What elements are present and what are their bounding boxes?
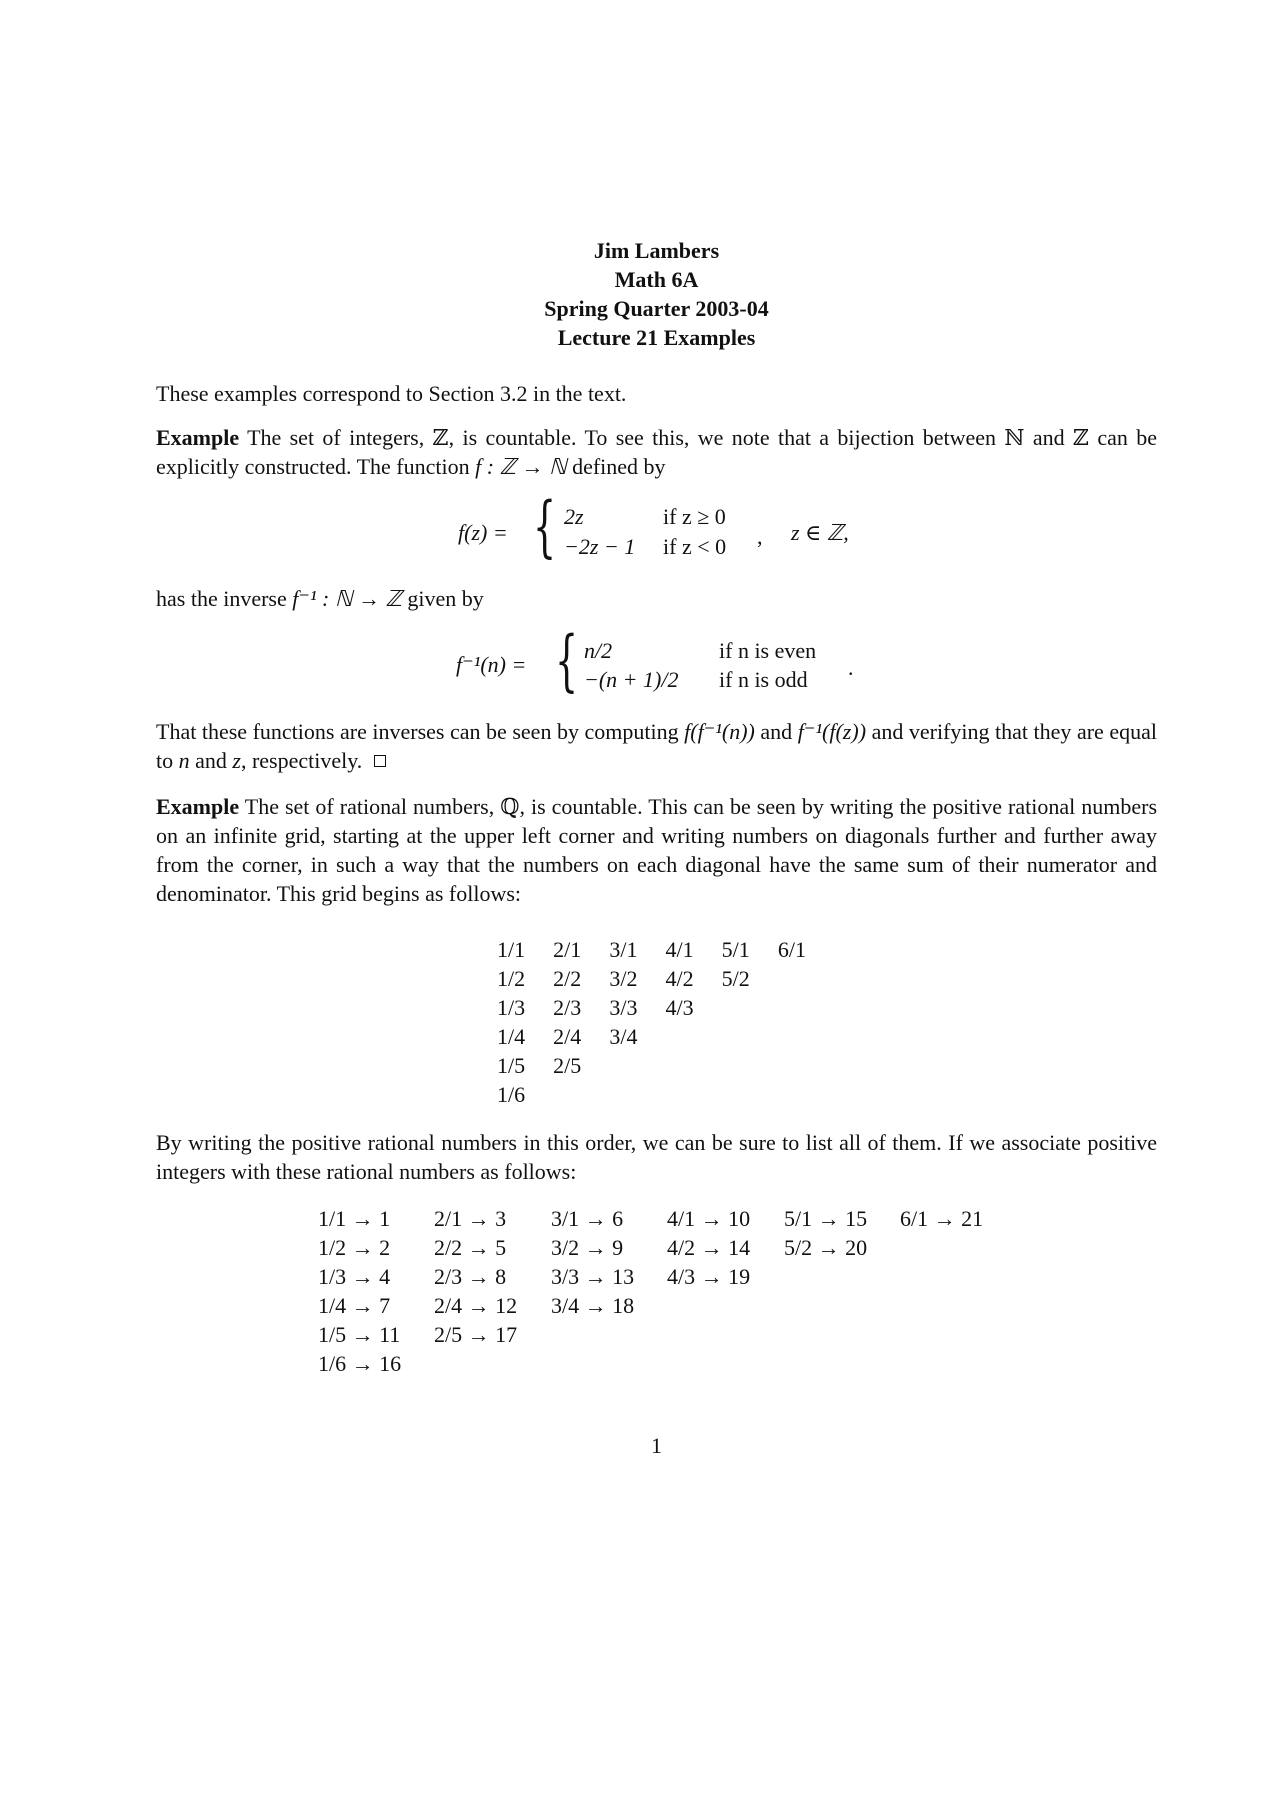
grid-cell: 5/2 xyxy=(721,966,750,991)
g-case1-cond: if n is even xyxy=(719,638,817,663)
f-comma: , xyxy=(757,524,763,549)
header-block xyxy=(0,236,1280,352)
lecture-title: Lecture 21 Examples xyxy=(557,325,756,350)
term: Spring Quarter 2003-04 xyxy=(544,296,769,321)
assoc-cell: 5/2 → 20 xyxy=(784,1235,868,1260)
inverse-intro: has the inverse f⁻¹ : ℕ → ℤ given by xyxy=(156,586,484,611)
example2-label: Example xyxy=(156,794,240,819)
grid-cell: 6/1 xyxy=(777,937,806,962)
assoc-cell: 5/1 → 15 xyxy=(784,1206,868,1231)
grid-cell: 2/5 xyxy=(553,1053,582,1078)
grid-cell: 2/4 xyxy=(553,1024,582,1049)
grid-cell: 3/3 xyxy=(609,995,638,1020)
assoc-cell: 1/4 → 7 xyxy=(318,1293,391,1318)
assoc-cell: 2/1 → 3 xyxy=(434,1206,507,1231)
f-case1-expr: 2z xyxy=(564,504,584,529)
g-period: . xyxy=(848,655,854,680)
example1-conclusion: That these functions are inverses can be seen by computing f(f⁻¹(n)) and f⁻¹(f(z)) and verifying that they are equal to n and z, respectively. xyxy=(156,719,1157,773)
grid-cell: 1/5 xyxy=(497,1053,526,1078)
assoc-cell: 6/1 → 21 xyxy=(900,1206,984,1231)
assoc-cell: 3/4 → 18 xyxy=(551,1293,635,1318)
grid-cell: 1/2 xyxy=(497,966,526,991)
grid-cell: 3/1 xyxy=(609,937,638,962)
assoc-cell: 4/1 → 10 xyxy=(667,1206,751,1231)
f-domain: z ∈ ℤ, xyxy=(791,520,849,545)
page-number: 1 xyxy=(651,1433,662,1458)
author: Jim Lambers xyxy=(593,238,720,263)
f-case1-cond: if z ≥ 0 xyxy=(663,504,726,529)
example1-paragraph: Example The set of integers, ℤ, is countable. To see this, we note that a bijection between ℕ and ℤ can be explicitly constructed. The function f : ℤ → ℕ defined by xyxy=(156,425,1157,479)
assoc-cell: 4/3 → 19 xyxy=(667,1264,751,1289)
grid-cell: 5/1 xyxy=(721,937,750,962)
grid-cell: 4/3 xyxy=(665,995,694,1020)
grid-cell: 1/6 xyxy=(497,1082,526,1107)
f-lhs: f(z) = xyxy=(458,520,508,545)
assoc-cell: 2/3 → 8 xyxy=(434,1264,507,1289)
grid-cell: 1/1 xyxy=(497,937,526,962)
assoc-cell: 1/5 → 11 xyxy=(318,1322,401,1347)
assoc-cell: 3/3 → 13 xyxy=(551,1264,635,1289)
assoc-cell: 2/4 → 12 xyxy=(434,1293,518,1318)
assoc-cell: 1/1 → 1 xyxy=(318,1206,391,1231)
g-lhs: f⁻¹(n) = xyxy=(456,652,527,677)
course: Math 6A xyxy=(614,267,699,292)
g-brace: { xyxy=(555,622,579,699)
grid-cell: 3/4 xyxy=(609,1024,638,1049)
assoc-cell: 1/2 → 2 xyxy=(318,1235,391,1260)
f-case2-cond: if z < 0 xyxy=(663,534,727,559)
f-case2-expr: −2z − 1 xyxy=(564,534,636,559)
grid-cell: 4/1 xyxy=(665,937,694,962)
after-grid-paragraph: By writing the positive rational numbers in this order, we can be sure to list all of them. If we associate positive integers with these rational numbers as follows: xyxy=(156,1130,1157,1184)
assoc-cell: 1/6 → 16 xyxy=(318,1351,402,1376)
grid-cell: 1/3 xyxy=(497,995,526,1020)
g-case1-expr: n/2 xyxy=(584,638,613,663)
assoc-cell: 2/5 → 17 xyxy=(434,1322,518,1347)
assoc-cell: 3/1 → 6 xyxy=(551,1206,624,1231)
g-case2-cond: if n is odd xyxy=(719,667,808,692)
grid-cell: 2/2 xyxy=(553,966,582,991)
assoc-cell: 1/3 → 4 xyxy=(318,1264,391,1289)
g-case2-expr: −(n + 1)/2 xyxy=(584,667,679,692)
assoc-cell: 2/2 → 5 xyxy=(434,1235,507,1260)
grid-cell: 4/2 xyxy=(665,966,694,991)
assoc-cell: 4/2 → 14 xyxy=(667,1235,751,1260)
grid-cell: 3/2 xyxy=(609,966,638,991)
example1-label: Example xyxy=(156,425,240,450)
f-brace: { xyxy=(533,488,557,565)
intro-paragraph: These examples correspond to Section 3.2 in the text. xyxy=(156,381,627,406)
grid-cell: 2/3 xyxy=(553,995,582,1020)
qed-icon xyxy=(374,755,386,767)
assoc-cell: 3/2 → 9 xyxy=(551,1235,624,1260)
grid-cell: 1/4 xyxy=(497,1024,526,1049)
example2-paragraph: Example The set of rational numbers, ℚ, is countable. This can be seen by writing the positive rational numbers on an infinite grid, starting at the upper left corner and writing numbers on diagonals further and further away from the corner, in such a way that the numbers on each diagonal have the same sum of their numerator and denominator. This grid begins as follows: xyxy=(156,794,1158,906)
grid-cell: 2/1 xyxy=(553,937,582,962)
